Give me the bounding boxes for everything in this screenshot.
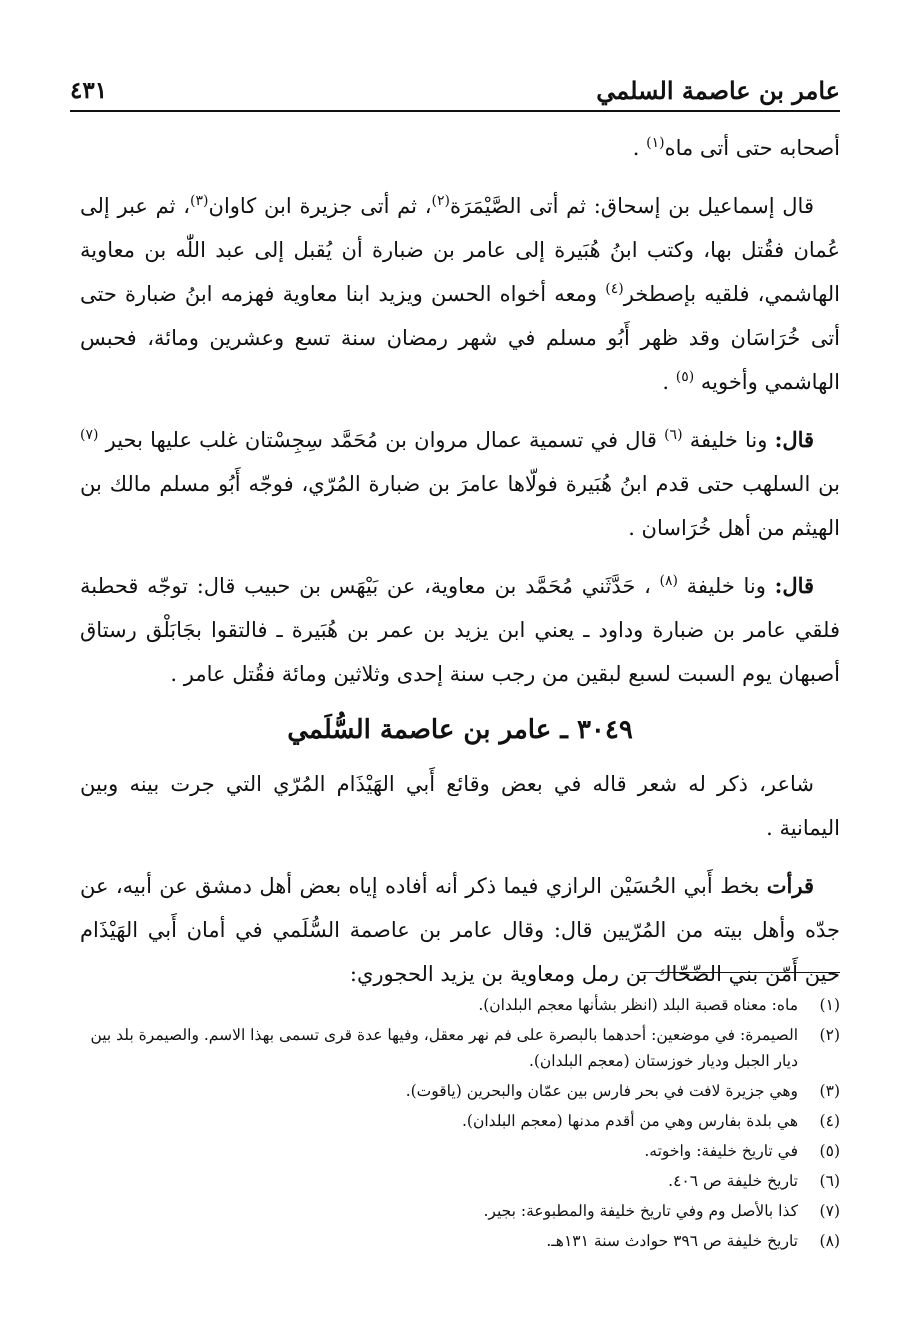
footnote-ref-6: (٦) [664, 427, 683, 443]
footnote-ref-2: (٢) [431, 193, 450, 209]
footnote-text: تاريخ خليفة ص ٤٠٦. [668, 1172, 798, 1190]
paragraph-5 [80, 762, 840, 850]
p4-text-2: ، حَدَّثَني مُحَمَّد بن معاوية، عن بَيْهَس بن حبيب قال: توجّه قحطبة فلقي عامر بن ضبارة وداود ـ يعني ابن يزيد بن عمر بن هُبَيرة ـ فالتقوا بجَابَلْق رستاق أصبهان يوم السبت لسبع لبقين من رجب سنة إحدى وثلاثين ومائة فقُتل عامر . [80, 574, 840, 686]
footnote-text: هي بلدة بفارس وهي من أقدم مدنها (معجم البلدان). [461, 1112, 798, 1130]
p1-text: أصحابه حتى أتى ماه [664, 136, 840, 160]
p6-text: بخط أَبي الحُسَيْن الرازي فيما ذكر أنه أفاده إياه بعض أهل دمشق عن أبيه، عن جدّه وأهل بيته من المُرّيين قال: وقال عامر بن عاصمة السُّلَمي في أمان أَبي الهَيْذَام حين أَمّن بني الضّحّاك بن رمل ومعاوية بن يزيد الحجوري: [80, 874, 840, 986]
footnote-ref-5: (٥) [675, 369, 695, 385]
footnote-number: (٥) [819, 1142, 840, 1160]
paragraph-2 [80, 184, 840, 404]
paragraph-gap [80, 404, 840, 418]
footnote-text: ماه: معناه قصبة البلد (انظر بشأنها معجم البلدان). [478, 996, 798, 1014]
footnote-item [80, 1108, 840, 1134]
main-text [80, 126, 840, 996]
footnote-text: كذا بالأصل وم وفي تاريخ خليفة والمطبوعة: بجير. [483, 1202, 798, 1220]
paragraph-gap [80, 550, 840, 564]
p2-text-2: ، ثم أتى جزيرة ابن كاوان [208, 194, 432, 218]
footnote-number: (٤) [819, 1112, 840, 1130]
p5-text: شاعر، ذكر له شعر قاله في بعض وقائع أَبي الهَيْذَام المُرّي التي جرت بينه وبين اليمانية . [80, 772, 840, 840]
footnote-separator [640, 972, 840, 973]
footnote-ref-4: (٤) [605, 281, 624, 297]
footnote-ref-8: (٨) [659, 573, 678, 589]
footnote-ref-3: (٣) [190, 193, 209, 209]
footnote-text: تاريخ خليفة ص ٣٩٦ حوادث سنة ١٣١هـ. [546, 1232, 798, 1250]
footnote-item [80, 1138, 840, 1164]
footnote-text: الصيمرة: في موضعين: أحدهما بالبصرة على فم نهر معقل، وفيها عدة قرى تسمى بهذا الاسم. والصيمرة بلد بين ديار الجبل وديار خوزستان (معجم البلدان). [90, 1026, 798, 1070]
page-number: ٤٣١ [70, 76, 108, 104]
paragraph-gap [80, 170, 840, 184]
p3-text-3: بن السلهب حتى قدم ابنُ هُبَيرة فولّاها عامرَ بن ضبارة المُرّي، فوجّه أَبُو مسلم مالك بن الهيثم من أهل خُرَاسان . [80, 472, 840, 540]
p2-text-4: ومعه أخواه الحسن ويزيد ابنا معاوية فهزمه ابنُ ضبارة حتى أتى خُرَاسَان وقد ظهر أَبُو مسلم في شهر رمضان سنة تسع وعشرين ومائة، فحبس الهاشمي وأخويه [80, 282, 840, 394]
footnote-text: وهي جزيرة لافت في بحر فارس بين عمّان والبحرين (ياقوت). [405, 1082, 798, 1100]
p4-lead: قال: [774, 573, 815, 598]
paragraph-6 [80, 864, 840, 996]
p1-end: . [632, 136, 647, 160]
p3-text-2: قال في تسمية عمال مروان بن مُحَمَّد سِجِسْتان غلب عليها بحير [98, 428, 665, 452]
footnote-item [80, 1198, 840, 1224]
footnote-number: (٣) [819, 1082, 840, 1100]
paragraph-gap [80, 850, 840, 864]
paragraph-3 [80, 418, 840, 550]
entry-heading: ٣٠٤٩ ـ عامر بن عاصمة السُّلَمي [287, 715, 633, 745]
footnote-number: (١) [819, 996, 840, 1014]
header-rule [70, 110, 840, 112]
footnote-ref-1: (١) [646, 135, 665, 151]
p2-text-3: ، ثم عبر إلى عُمان فقُتل بها، وكتب ابنُ هُبَيرة إلى عامر بن ضبارة أن يُقبل إلى عبد اللّٰه بن معاوية الهاشمي، فلقيه بإصطخر [80, 194, 840, 306]
p2-text-1: قال إسماعيل بن إسحاق: ثم أتى الصَّيْمَرَة [449, 194, 814, 218]
paragraph-1 [80, 126, 840, 170]
footnotes [80, 992, 840, 1258]
footnote-item [80, 1078, 840, 1104]
footnote-item [80, 1022, 840, 1074]
p3-lead: قال: [774, 427, 815, 452]
footnote-number: (٧) [819, 1202, 840, 1220]
footnote-item [80, 1168, 840, 1194]
running-title: عامر بن عاصمة السلمي [596, 75, 840, 105]
footnote-ref-7: (٧) [80, 427, 99, 443]
p4-text-1: ونا خليفة [678, 574, 775, 598]
footnote-number: (٦) [819, 1172, 840, 1190]
paragraph-4 [80, 564, 840, 696]
p2-text-5: . [662, 370, 676, 394]
footnote-text: في تاريخ خليفة: واخوته. [644, 1142, 798, 1160]
footnote-number: (٢) [819, 1026, 840, 1044]
footnote-number: (٨) [819, 1232, 840, 1250]
footnote-item [80, 1228, 840, 1254]
footnote-item [80, 992, 840, 1018]
p3-text-1: ونا خليفة [682, 428, 775, 452]
running-header [70, 72, 840, 108]
p6-lead: قرأت [766, 873, 814, 898]
